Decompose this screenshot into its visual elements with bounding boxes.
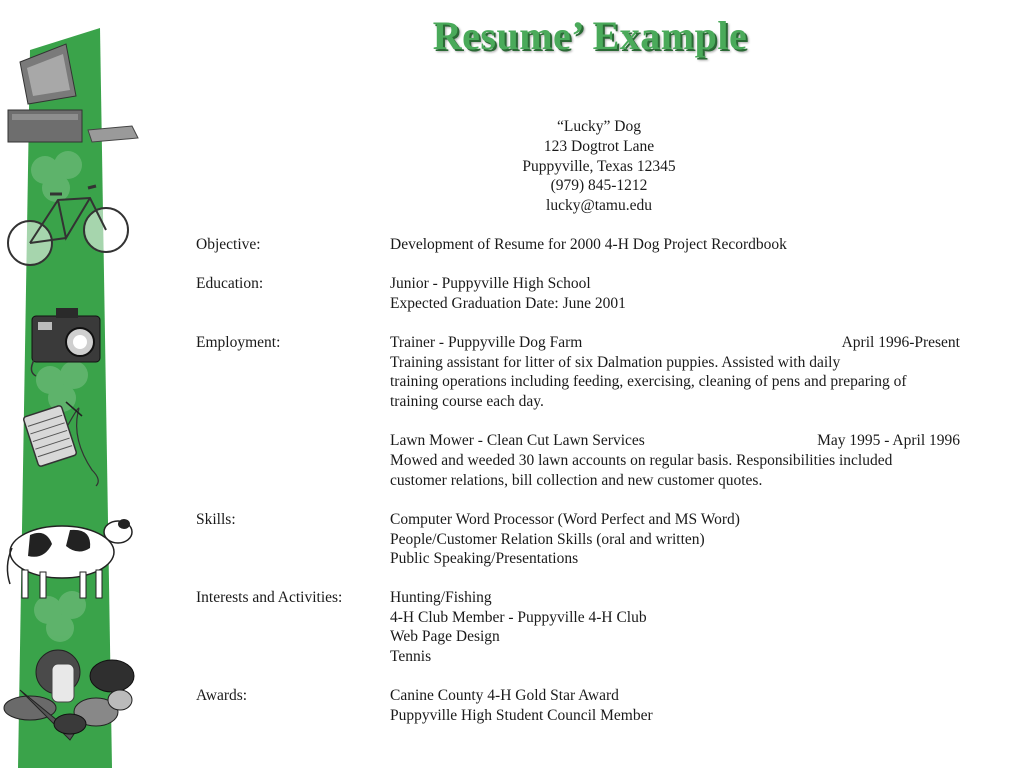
skill-item: Computer Word Processor (Word Perfect and MS Word) [390, 511, 740, 528]
contact-name: “Lucky” Dog [557, 118, 641, 135]
awards-label: Awards: [196, 687, 248, 704]
objective-label: Objective: [196, 236, 261, 253]
skill-item: Public Speaking/Presentations [390, 550, 579, 568]
contact-street: 123 Dogtrot Lane [543, 137, 655, 155]
job-description-line: Mowed and weeded 30 lawn accounts on regular basis. Responsibilities included [390, 451, 893, 469]
interest-item: Hunting/Fishing [390, 589, 492, 606]
job-description-line: Training assistant for litter of six Dalmation puppies. Assisted with daily [390, 353, 841, 371]
objective-text: Development of Resume for 2000 4-H Dog Project Recordbook [390, 236, 787, 253]
education-label: Education: [196, 275, 264, 292]
employment-label: Employment: [196, 334, 281, 351]
contact-email: lucky@tamu.edu [546, 197, 652, 215]
job-description-line: training course each day. [390, 392, 544, 410]
job-dates: May 1995 - April 1996 [817, 432, 960, 450]
job-description-line: training operations including feeding, exercising, cleaning of pens and preparing of [390, 373, 907, 391]
skill-item: People/Customer Relation Skills (oral and written) [390, 530, 705, 548]
education-line: Expected Graduation Date: June 2001 [390, 294, 626, 312]
job-title: Trainer - Puppyville Dog Farm [390, 334, 583, 351]
job-header [390, 333, 980, 353]
contact-phone: (979) 845-1212 [550, 177, 648, 195]
award-item: Canine County 4-H Gold Star Award [390, 687, 619, 704]
job-description-line: customer relations, bill collection and new customer quotes. [390, 471, 763, 489]
interest-item: 4-H Club Member - Puppyville 4-H Club [390, 608, 647, 626]
interest-item: Tennis [390, 647, 432, 665]
decorative-sidebar [0, 0, 150, 768]
interests-label: Interests and Activities: [196, 589, 343, 606]
award-item: Puppyville High Student Council Member [390, 706, 653, 724]
page-title: Resume’ Example [432, 13, 748, 58]
interest-item: Web Page Design [390, 628, 500, 646]
job-dates: April 1996-Present [841, 334, 960, 351]
skills-label: Skills: [196, 511, 236, 528]
job-title: Lawn Mower - Clean Cut Lawn Services [390, 432, 645, 450]
contact-city: Puppyville, Texas 12345 [522, 157, 676, 175]
education-line: Junior - Puppyville High School [390, 275, 591, 292]
contact-block [449, 117, 749, 216]
job-header [390, 431, 980, 451]
